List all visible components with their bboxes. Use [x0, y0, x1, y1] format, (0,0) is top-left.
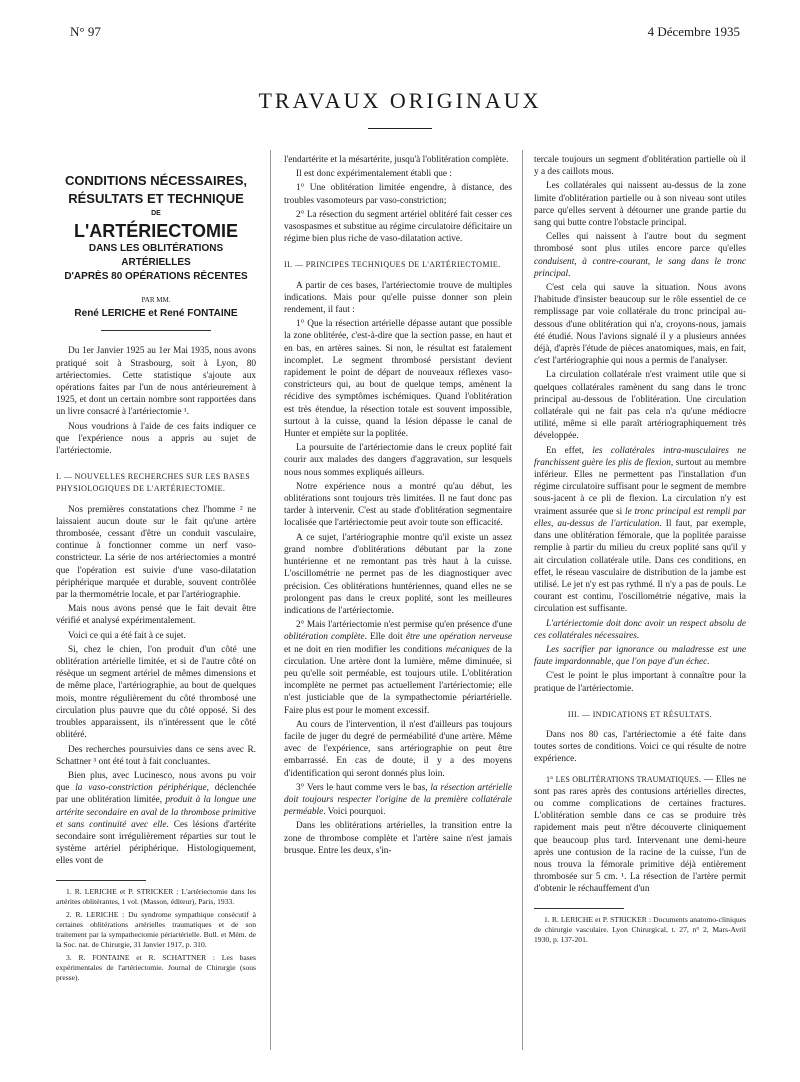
- paragraph: Au cours de l'intervention, il n'est d'ailleurs pas toujours facile de juger du degré de perméabilité d'une artère. Même avec de l'expérience, sans artériographie on peut être embarrassé. En cas de doute, il y a des moyens d'identification qui seront donnés plus loin.: [284, 719, 512, 779]
- paragraph: tercale toujours un segment d'oblitération partielle où il y a des caillots mous.: [534, 155, 746, 178]
- footnote: 3. R. FONTAINE et R. SCHATTNER : Les bases expérimentales de l'artériectomie. Journal de Chirurgie (sous presse).: [56, 952, 256, 982]
- column-2: [284, 154, 512, 859]
- paragraph: Mais nous avons pensé que le fait devait être vérifié et analysé expérimentalement.: [56, 604, 256, 627]
- byline: PAR MM.: [141, 296, 171, 304]
- text-run: , déclenchée par une oblitération limitée,: [56, 783, 257, 806]
- footnote: 1. R. LERICHE et P. STRICKER : L'artériectomie dans les artérites oblitérantes, 1 vol. (Masson, éditeur), Paris, 1933.: [56, 886, 256, 906]
- paragraph: Dans nos 80 cas, l'artériectomie a été faite dans toutes sortes de conditions. Voici ce qui résulte de notre expérience.: [534, 729, 746, 765]
- issue-number: N° 97: [70, 24, 101, 39]
- paragraph: [56, 770, 256, 868]
- paragraph: La poursuite de l'artériectomie dans le creux poplité fait courir aux malades des dangers d'aggravation, sur lesquels nous nous sommes expliqués ailleurs.: [284, 443, 512, 478]
- paragraph: Notre expérience nous a montré qu'au début, les oblitérations sont toujours très limitées. Il ne faut donc pas tarder à intervenir. C'est au stade d'oblitération segmentaire localisée que l'artériectomie peut avoir toute son efficacité.: [284, 481, 512, 529]
- paragraph: C'est le point le plus important à connaître pour la pratique de l'artériectomie.: [534, 671, 746, 694]
- title-rule: [368, 128, 432, 129]
- title-line-1: CONDITIONS NÉCESSAIRES,: [64, 173, 248, 188]
- section-heading-3: III. — INDICATIONS ET RÉSULTATS.: [567, 709, 713, 719]
- article-title: [56, 172, 256, 284]
- footnote: 1. R. LERICHE et P. STRICKER : Documents anatomo-cliniques de chirurgie vasculaire. Lyon Chirurgical, t. 27, n° 2, Mars-Avril 1930, p. 137-201.: [534, 914, 746, 944]
- paragraph: Dans les oblitérations artérielles, la transition entre la zone de thrombose complète et l'artère saine n'est jamais brusque. Entre les deux, s'in-: [284, 821, 512, 856]
- emphasis: oblitération complète: [284, 632, 365, 643]
- paragraph: Il est donc expérimentalement établi que :: [296, 169, 452, 180]
- title-line-de: DE: [151, 210, 161, 217]
- emphasis: être une opération nerveuse: [405, 632, 512, 643]
- paragraph: Nous voudrions à l'aide de ces faits indiquer ce que l'expérience nous a appris au sujet de l'artériectomie.: [56, 421, 256, 457]
- footnote-rule: [56, 880, 146, 881]
- emphasis: la résection artérielle doit toujours respecter l'origine de la première collatérale perméable: [284, 782, 513, 818]
- emphasis: mécaniques: [445, 644, 490, 655]
- emphasis: conduisent, à contre-courant, le sang dans le tronc principal: [534, 256, 746, 279]
- title-line-5: D'APRÈS 80 OPÉRATIONS RÉCENTES: [64, 271, 248, 282]
- paragraph: Voici ce qui a été fait à ce sujet.: [68, 630, 186, 641]
- paragraph: Si, chez le chien, l'on produit d'un côté une oblitération artérielle limitée, et si de l'autre côté on résèque un segment artériel de mêmes dimensions et de même place, l'artériographie, au bout de quelques mois, montre régulièrement du côté thrombosé une circulation plus pauvre que du côté opposé. Si des troubles apparaissent, ils n'intéressent que le côté oblitéré.: [56, 644, 256, 741]
- emphasis: Les sacrifier par ignorance ou maladresse est une faute impardonnable, que l'on paye d'un échec.: [534, 644, 746, 668]
- issue-date: 4 Décembre 1935: [647, 24, 740, 39]
- column-separator-1: [270, 150, 271, 1050]
- column-1: [56, 154, 256, 986]
- title-line-3: L'ARTÉRIECTOMIE: [74, 221, 238, 241]
- paragraph: [534, 618, 746, 642]
- paragraph: 2° La résection du segment artériel oblitéré fait cesser ces vasospasmes et substitue au régime circulatoire déficitaire un régime bien plus riche de vaso-dilatation active.: [284, 209, 512, 245]
- text-run: . Il faut, par exemple, dans une oblitération fémorale, que la poplitée paraisse remplie à partir du milieu du creux poplité sans qu'il y ait circulation collatérale utile. Dans ces conditions, en effet, le réseau vasculaire de distribution de la jambe est utilisé. Le jet n'y est pas rythmé. Il n'y a pas de pouls. Le courant est continu, l'oscillométrie négative, mais la circulation est suffisante.: [534, 518, 746, 615]
- paragraph: A partir de ces bases, l'artériectomie trouve de multiples indications. Mais pour qu'elle puisse donner son plein rendement, il faut :: [284, 280, 512, 316]
- paragraph: [534, 774, 746, 896]
- paragraph: C'est cela qui sauve la situation. Nous avons l'habitude d'insister beaucoup sur le rôle essentiel de ce remplissage par voie collatérale du tronc principal au-dessous d'une oblitération qui n'a, croyons-nous, jamais été étudié. Nous l'avions signalé il y a plusieurs années déjà, d'après l'étude de pièces anatomiques, mais, en fait, c'est l'artériographie qui nous a permis de l'analyser.: [534, 283, 746, 367]
- text-run: .: [568, 268, 571, 279]
- emphasis: produit à la longue une artérite secondaire en aval de la thrombose primitive et sans continuité avec elle: [56, 795, 256, 830]
- section-title: TRAVAUX ORIGINAUX: [258, 88, 542, 113]
- title-line-4: DANS LES OBLITÉRATIONS ARTÉRIELLES: [88, 243, 224, 268]
- column-separator-2: [522, 150, 523, 1050]
- emphasis: le tronc principal est rempli par elles, au-dessus de l'articulation: [534, 506, 746, 529]
- paragraph: 1° Une oblitération limitée engendre, à distance, des troubles vasomoteurs par vaso-constriction;: [284, 183, 512, 206]
- author-rule: [101, 330, 211, 331]
- emphasis: L'artériectomie doit donc avoir un respect absolu de ces collatérales nécessaires.: [534, 618, 746, 641]
- title-line-2: RÉSULTATS ET TECHNIQUE: [68, 191, 244, 206]
- paragraph: 1° Que la résection artérielle dépasse autant que possible la zone oblitérée, c'est-à-dire que la section passe, en haut et en bas, en artères saines. Si non, le résultat est fatalement incomplet. Le segment thrombosé persistant devient rapidement le point de départ de nouveaux réflexes vaso-constricteurs qui, au bout de quelque temps, amènent la récidive des symptômes ischémiques. Quand l'oblitération est très étendue, la résection totale est souvent impossible, surtout à la cuisse, quand la lésion dépasse le canal de Hunter et empiète sur la poplitée.: [284, 319, 512, 440]
- text-run: de la circulation. Une artère dont la lumière, même diminuée, si peu qu'elle soit perméable, est toujours utile. L'oblitération incomplète ne permet pas actuellement l'artériectomie; elle n'est justiciable que de la sympathectomie périartérielle. Faire plus est pour le moment excessif.: [284, 644, 512, 716]
- text-run: Bien plus, avec Lucinesco, nous avons pu voir que: [56, 770, 256, 794]
- footnote-rule: [534, 908, 624, 909]
- paragraph: [534, 445, 746, 616]
- text-run: 2° Mais l'artériectomie n'est permise qu'en présence d'une: [296, 620, 512, 631]
- paragraph: [284, 619, 512, 717]
- column-3: [534, 154, 746, 948]
- text-run: En effet,: [546, 445, 593, 456]
- paragraph: [534, 644, 746, 668]
- paragraph: La circulation collatérale n'est vraiment utile que si quelques collatérales ramènent du sang dans le tronc principal au-dessous de l'oblitération. Une circulation collatérale qui ne fait pas cela n'a qu'une médiocre utilité, même si elle paraît artériographiquement très développée.: [534, 370, 746, 442]
- text-run: . Elle doit: [364, 632, 406, 643]
- paragraph: A ce sujet, l'artériographie montre qu'il existe un assez grand nombre d'oblitérations débutant par la zone huntérienne et ne remontant pas très haut à la cuisse. L'oscillométrie ne permet pas de les diagnostiquer avec précision. Ces oblitérations huntériennes, quand elles ne se prolongent pas dans le creux poplité, sont les meilleures indications de l'artériectomie.: [284, 532, 512, 616]
- text-run: 3° Vers le haut comme vers le bas,: [296, 782, 431, 793]
- text-run: et ne doit en rien modifier les conditions: [284, 644, 446, 655]
- paragraph: l'endartérite et la mésartérite, jusqu'à l'oblitération complète.: [284, 155, 509, 165]
- section-heading-2: II. — PRINCIPES TECHNIQUES DE L'ARTÉRIECTOMIE.: [284, 260, 501, 270]
- footnote: 2. R. LERICHE : Du syndrome sympathique consécutif à certaines oblitérations artérielles traumatiques et de son traitement par la sympathectomie périartérielle. Bull. et Mém. de la Soc. nat. de Chirurgie, 31 Janvier 1917, p. 310.: [56, 909, 256, 949]
- text-run: . Voici pourquoi.: [323, 807, 386, 818]
- authors: René LERICHE et René FONTAINE: [74, 308, 238, 320]
- emphasis: la vaso-constriction périphérique: [75, 783, 207, 794]
- paragraph: Du 1er Janvier 1925 au 1er Mai 1935, nous avons pratiqué soit à Strasbourg, soit à Lyon, 80 artériectomies. Cette statistique s'ajoute aux opérations faites par l'un de nous antérieurement à 1925, et dont un certain nombre sont rapportées dans un livre consacré à l'artériectomie ¹.: [56, 346, 256, 418]
- text-run: Celles qui naissent à l'autre bout du segment thrombosé sont plus utiles encore parce qu'elles: [534, 232, 746, 255]
- subheading: 1° LES OBLITÉRATIONS TRAUMATIQUES: [546, 774, 699, 784]
- emphasis: les collatérales intra-musculaires ne franchissent guère les plis de flexion: [534, 445, 746, 468]
- paragraph: Des recherches poursuivies dans ce sens avec R. Schattner ³ ont été tout à fait concluantes.: [56, 744, 256, 767]
- paragraph: Nos premières constatations chez l'homme ² ne laissaient aucun doute sur le fait qu'une artère thrombosée, cessant d'être un conduit vasculaire, continue à fonctionner comme un nerf vaso-constricteur. La série de nos artériectomies a montré que l'opération est suivie d'une vaso-dilatation périphérique marquée et durable, souvent contrôlée par la thermométrie locale, et par l'artériographie.: [56, 504, 256, 601]
- paragraph: Les collatérales qui naissent au-dessus de la zone limite d'oblitération partielle ou à son niveau sont utiles parce qu'elles servent à détourner une grande partie du sang qui butte contre l'obstacle principal.: [534, 181, 746, 229]
- paragraph: [534, 231, 746, 280]
- text-run: , surtout au membre inférieur. Elles ne permettent pas l'installation d'un régime circulatoire suffisant pour le segment de membre sous-jacent à ce pli de flexion. La circulation n'y est vraiment assurée que si: [534, 457, 746, 517]
- section-heading-1: I. — NOUVELLES RECHERCHES SUR LES BASES PHYSIOLOGIQUES DE L'ARTÉRIECTOMIE.: [56, 472, 251, 494]
- text-run: . Ces lésions d'artérite secondaire sont irrégulièrement réparties sur tout le système artériel périphérique. Histologiquement, elles vont de: [56, 819, 256, 867]
- paragraph: [284, 782, 512, 819]
- text-run: . — Elles ne sont pas rares après des contusions artérielles directes, ou comme complications de certaines fractures. L'oblitération semble dans ce cas se produire très rapidement mais peut n'être découverte cliniquement que beaucoup plus tard. Intervenant une demi-heure après une contusion de la racine de la cuisse, l'un de nous trouva la fémorale primitive déjà entièrement thrombosée sur 5 cm. ¹. La résection de l'artère permit d'obtenir le réchauffement d'un: [534, 774, 746, 895]
